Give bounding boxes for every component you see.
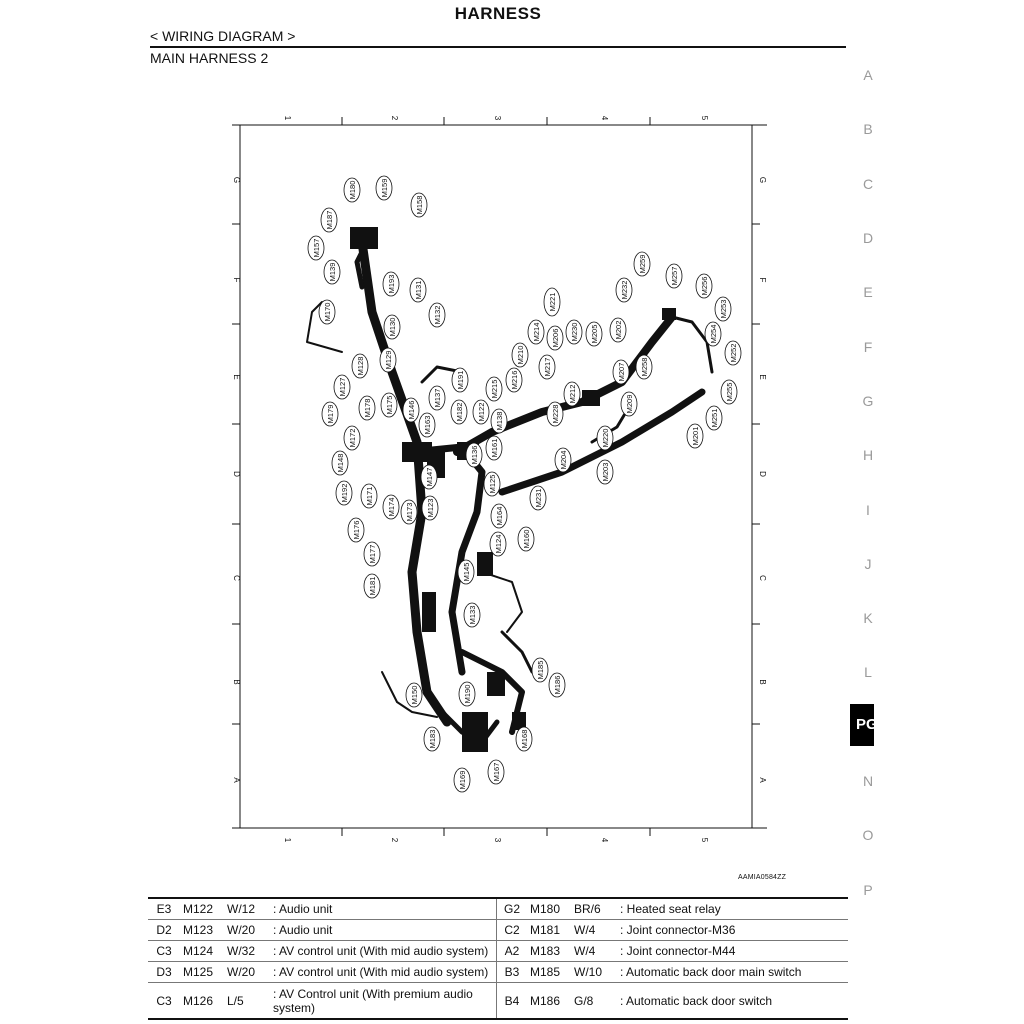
connector-callout — [506, 368, 522, 392]
grid-row-label: B — [232, 679, 241, 685]
cell-connector-name: : Audio unit — [270, 920, 497, 941]
svg-text:M190: M190 — [463, 684, 472, 704]
svg-text:M258: M258 — [640, 357, 649, 377]
svg-text:M175: M175 — [385, 395, 394, 415]
svg-text:M123: M123 — [426, 498, 435, 518]
svg-text:M183: M183 — [428, 729, 437, 749]
connector-table — [148, 897, 848, 1020]
svg-text:M128: M128 — [356, 356, 365, 376]
svg-text:M122: M122 — [477, 402, 486, 422]
connector-callout — [424, 727, 440, 751]
side-index-letter[interactable]: D — [862, 230, 874, 246]
grid-row-label: A — [232, 777, 241, 783]
cell-connector-no: M126 — [180, 983, 224, 1020]
connector-callout — [344, 178, 360, 202]
svg-text:M232: M232 — [620, 280, 629, 300]
connector-callout — [613, 360, 629, 384]
svg-text:M209: M209 — [625, 394, 634, 414]
svg-text:M138: M138 — [495, 411, 504, 431]
svg-text:M177: M177 — [368, 544, 377, 564]
cell-connector-color: L/5 — [224, 983, 270, 1020]
svg-text:M160: M160 — [522, 529, 531, 549]
svg-text:M251: M251 — [710, 408, 719, 428]
svg-text:M133: M133 — [468, 605, 477, 625]
table-row — [148, 898, 848, 920]
connector-callout — [616, 278, 632, 302]
svg-text:M180: M180 — [348, 180, 357, 200]
connector-callout — [721, 380, 737, 404]
svg-text:M173: M173 — [405, 502, 414, 522]
cell-connector-name: : AV control unit (With mid audio system) — [270, 962, 497, 983]
cell-connector-color: BR/6 — [574, 902, 601, 916]
cell-connector-color: W/10 — [571, 962, 617, 983]
grid-column-label: 1 — [283, 837, 292, 843]
grid-row-label: E — [232, 374, 241, 380]
cell-connector-no: M125 — [180, 962, 224, 983]
svg-text:M230: M230 — [570, 322, 579, 342]
connector-callout — [484, 472, 500, 496]
connector-callout — [403, 398, 419, 422]
svg-text:M201: M201 — [691, 426, 700, 446]
connector-callout — [383, 272, 399, 296]
svg-text:M214: M214 — [532, 322, 541, 342]
svg-text:M204: M204 — [559, 450, 568, 470]
connector-callout — [322, 402, 338, 426]
harness-diagram — [222, 112, 782, 852]
cell-connector-color: W/4 — [571, 920, 617, 941]
connector-callout — [324, 260, 340, 284]
connector-callout — [544, 288, 560, 316]
svg-text:M187: M187 — [325, 210, 334, 230]
connector-callout — [634, 252, 650, 276]
svg-text:M163: M163 — [423, 415, 432, 435]
connector-callout — [336, 481, 352, 505]
connector-callout — [411, 193, 427, 217]
cell-grid-location: A2 — [497, 941, 528, 962]
cell-connector-color: W/20 — [224, 920, 270, 941]
cell-connector-name: : AV control unit (With mid audio system) — [270, 941, 497, 962]
grid-column-label: 2 — [390, 115, 399, 121]
svg-text:M161: M161 — [490, 438, 499, 458]
grid-row-label: G — [758, 176, 767, 184]
connector-callout — [516, 727, 532, 751]
grid-column-label: 3 — [493, 837, 502, 843]
cell-grid-location: D3 — [148, 962, 180, 983]
grid-row-label: A — [758, 777, 767, 783]
svg-text:M130: M130 — [388, 317, 397, 337]
connector-callout — [380, 348, 396, 372]
connector-callout — [549, 673, 565, 697]
connector-callout — [486, 377, 502, 401]
svg-text:M127: M127 — [338, 377, 347, 397]
table-row — [148, 920, 848, 941]
cell-grid-location: C3 — [148, 983, 180, 1020]
cell-connector-color: G/8 — [571, 983, 617, 1020]
connector-callout — [321, 208, 337, 232]
connector-callout — [429, 303, 445, 327]
cell-connector-name: : Joint connector-M44 — [617, 941, 848, 962]
cell-connector-color: W/4 — [571, 941, 617, 962]
side-index-letter[interactable]: G — [862, 393, 874, 409]
svg-text:M212: M212 — [568, 384, 577, 404]
svg-text:M169: M169 — [458, 770, 467, 790]
connector-callout — [419, 413, 435, 437]
connector-callout — [687, 424, 703, 448]
connector-callout — [466, 443, 482, 467]
connector-callout — [459, 682, 475, 706]
svg-text:M137: M137 — [433, 388, 442, 408]
connector-callout — [458, 560, 474, 584]
connector-callout — [490, 532, 506, 556]
connector-callout — [473, 400, 489, 424]
connector-callout — [539, 355, 555, 379]
svg-text:M205: M205 — [590, 324, 599, 344]
grid-row-label: C — [758, 575, 767, 581]
svg-text:M193: M193 — [387, 274, 396, 294]
cell-grid-location: G2 — [503, 902, 520, 916]
connector-callout — [308, 236, 324, 260]
cell-connector-name: : Automatic back door main switch — [617, 962, 848, 983]
cell-grid-location: C3 — [148, 941, 180, 962]
svg-text:M168: M168 — [520, 729, 529, 749]
svg-text:M157: M157 — [312, 238, 321, 258]
connector-callout — [406, 683, 422, 707]
grid-column-label: 4 — [600, 837, 609, 843]
svg-text:M192: M192 — [340, 483, 349, 503]
svg-text:M125: M125 — [488, 474, 497, 494]
svg-text:M167: M167 — [492, 762, 501, 782]
connector-callout — [706, 406, 722, 430]
svg-text:M215: M215 — [490, 379, 499, 399]
cell-connector-name: : Heated seat relay — [620, 902, 721, 916]
connector-callout — [597, 426, 613, 450]
connector-callout — [705, 322, 721, 346]
side-index-letter[interactable]: J — [864, 556, 872, 572]
cell-connector-no: M180 — [530, 902, 561, 916]
connector-callout — [364, 542, 380, 566]
connector-callout — [376, 176, 392, 200]
svg-text:M259: M259 — [638, 254, 647, 274]
cell-connector-no: M186 — [527, 983, 571, 1020]
side-index-letter[interactable]: E — [863, 284, 873, 300]
svg-text:M221: M221 — [548, 292, 557, 312]
cell-connector-color: W/20 — [224, 962, 270, 983]
svg-text:M231: M231 — [534, 488, 543, 508]
cell-grid-location: C2 — [497, 920, 528, 941]
connector-callout — [421, 465, 437, 489]
cell-connector-name: : Automatic back door switch — [617, 983, 848, 1020]
connector-callout — [488, 760, 504, 784]
connector-callout — [555, 448, 571, 472]
connector-callout — [725, 341, 741, 365]
svg-text:M186: M186 — [553, 675, 562, 695]
connector-callout — [564, 382, 580, 406]
side-index-letter[interactable]: N — [862, 773, 874, 789]
svg-text:M220: M220 — [601, 428, 610, 448]
svg-text:M210: M210 — [516, 345, 525, 365]
connector-callout — [364, 574, 380, 598]
connector-callout — [429, 386, 445, 410]
grid-row-label: E — [758, 374, 767, 380]
cell-grid-location: D2 — [148, 920, 180, 941]
cell-connector-color: W/12 — [227, 902, 256, 916]
connector-callout — [666, 264, 682, 288]
connector-callout — [384, 315, 400, 339]
side-index-letter[interactable]: L — [864, 664, 872, 680]
svg-text:M216: M216 — [510, 370, 519, 390]
grid-row-label: D — [758, 471, 767, 477]
grid-row-label: B — [758, 679, 767, 685]
connector-callout — [352, 354, 368, 378]
cell-connector-color: W/32 — [224, 941, 270, 962]
table-row — [148, 983, 848, 1020]
svg-text:M257: M257 — [670, 266, 679, 286]
svg-text:M174: M174 — [387, 497, 396, 517]
connector-callout — [401, 500, 417, 524]
svg-text:M206: M206 — [551, 328, 560, 348]
cell-connector-name: : AV Control unit (With premium audio system) — [270, 983, 497, 1020]
svg-text:M164: M164 — [495, 506, 504, 526]
grid-column-label: 2 — [390, 837, 399, 843]
svg-text:M171: M171 — [365, 486, 374, 506]
svg-text:M172: M172 — [348, 428, 357, 448]
svg-text:M179: M179 — [326, 404, 335, 424]
side-index-letter[interactable]: A — [863, 67, 873, 83]
connector-callout — [383, 495, 399, 519]
svg-text:M181: M181 — [368, 576, 377, 596]
svg-text:M147: M147 — [425, 467, 434, 487]
figure-code: AAMIA0584ZZ — [738, 874, 787, 881]
side-index-letter[interactable]: P — [863, 882, 873, 898]
connector-callout — [532, 658, 548, 682]
table-row — [148, 962, 848, 983]
connector-callout — [636, 355, 652, 379]
svg-text:M178: M178 — [363, 398, 372, 418]
grid-row-label: G — [232, 176, 241, 184]
svg-text:M207: M207 — [617, 362, 626, 382]
page-title: HARNESS — [454, 4, 542, 23]
connector-callout — [359, 396, 375, 420]
connector-callout — [566, 320, 582, 344]
cell-grid-location: E3 — [156, 902, 172, 916]
connector-callout — [715, 297, 731, 321]
svg-text:M129: M129 — [384, 350, 393, 370]
connector-callout — [491, 409, 507, 433]
grid-row-label: D — [232, 471, 241, 477]
header-divider — [150, 46, 846, 48]
connector-callout — [454, 768, 470, 792]
connector-callout — [696, 274, 712, 298]
cell-connector-name: : Joint connector-M36 — [617, 920, 848, 941]
svg-text:M131: M131 — [414, 280, 423, 300]
svg-text:M150: M150 — [410, 685, 419, 705]
svg-text:M228: M228 — [551, 404, 560, 424]
svg-text:M136: M136 — [470, 445, 479, 465]
cell-connector-no: M185 — [527, 962, 571, 983]
side-index-letter[interactable]: F — [863, 339, 873, 355]
grid-row-label: F — [232, 277, 241, 283]
grid-column-label: 1 — [283, 115, 292, 121]
cell-connector-no: M123 — [180, 920, 224, 941]
connector-callout — [451, 400, 467, 424]
connector-callout — [547, 326, 563, 350]
side-index-letter[interactable]: C — [862, 176, 874, 192]
connector-callout — [597, 460, 613, 484]
connector-callout — [319, 300, 335, 324]
connector-callout — [332, 451, 348, 475]
svg-text:M176: M176 — [352, 520, 361, 540]
svg-text:M182: M182 — [455, 402, 464, 422]
section-breadcrumb: < WIRING DIAGRAM > — [150, 28, 296, 44]
svg-text:M252: M252 — [729, 343, 738, 363]
side-index-letter[interactable]: O — [862, 827, 874, 843]
svg-text:M146: M146 — [407, 400, 416, 420]
connector-callout — [512, 343, 528, 367]
svg-text:M202: M202 — [614, 320, 623, 340]
cell-grid-location: B4 — [497, 983, 528, 1020]
svg-text:M253: M253 — [719, 299, 728, 319]
connector-callout — [621, 392, 637, 416]
side-index-letter[interactable]: H — [862, 447, 874, 463]
cell-connector-no: M183 — [527, 941, 571, 962]
svg-text:M132: M132 — [433, 305, 442, 325]
connector-callout — [528, 320, 544, 344]
connector-callout — [361, 484, 377, 508]
cell-grid-location: B3 — [497, 962, 528, 983]
svg-text:M256: M256 — [700, 276, 709, 296]
svg-text:M191: M191 — [456, 370, 465, 390]
side-index-letter[interactable]: I — [866, 502, 870, 518]
connector-callout — [452, 368, 468, 392]
grid-row-label: F — [758, 277, 767, 283]
connector-callout — [486, 436, 502, 460]
svg-text:M145: M145 — [462, 562, 471, 582]
connector-callout — [547, 402, 563, 426]
svg-text:M255: M255 — [725, 382, 734, 402]
cell-connector-no: M181 — [527, 920, 571, 941]
svg-text:M148: M148 — [336, 453, 345, 473]
svg-text:M203: M203 — [601, 462, 610, 482]
grid-row-label: C — [232, 575, 241, 581]
grid-column-label: 3 — [493, 115, 502, 121]
svg-text:M170: M170 — [323, 302, 332, 322]
svg-text:M124: M124 — [494, 534, 503, 554]
grid-column-label: 5 — [700, 115, 709, 121]
harness-subtitle: MAIN HARNESS 2 — [150, 50, 269, 66]
connector-callout — [530, 486, 546, 510]
grid-column-label: 4 — [600, 115, 609, 121]
svg-text:M158: M158 — [415, 195, 424, 215]
svg-text:M254: M254 — [709, 324, 718, 344]
connector-callout — [381, 393, 397, 417]
grid-column-label: 5 — [700, 837, 709, 843]
connector-callout — [422, 496, 438, 520]
connector-callout — [518, 527, 534, 551]
side-index-letter[interactable]: B — [863, 121, 873, 137]
svg-text:M217: M217 — [543, 357, 552, 377]
svg-text:M139: M139 — [328, 262, 337, 282]
connector-callout — [586, 322, 602, 346]
svg-text:M185: M185 — [536, 660, 545, 680]
connector-callout — [491, 504, 507, 528]
connector-callout — [410, 278, 426, 302]
side-index-letter[interactable]: K — [863, 610, 873, 626]
svg-text:M159: M159 — [380, 178, 389, 198]
cell-connector-no: M122 — [183, 902, 214, 916]
cell-connector-no: M124 — [180, 941, 224, 962]
cell-connector-name: : Audio unit — [270, 898, 497, 920]
connector-callout — [464, 603, 480, 627]
connector-callout — [348, 518, 364, 542]
connector-callout — [610, 318, 626, 342]
connector-callout — [344, 426, 360, 450]
table-row — [148, 941, 848, 962]
side-index-active-tab[interactable]: PG — [850, 704, 874, 746]
connector-callout — [334, 375, 350, 399]
